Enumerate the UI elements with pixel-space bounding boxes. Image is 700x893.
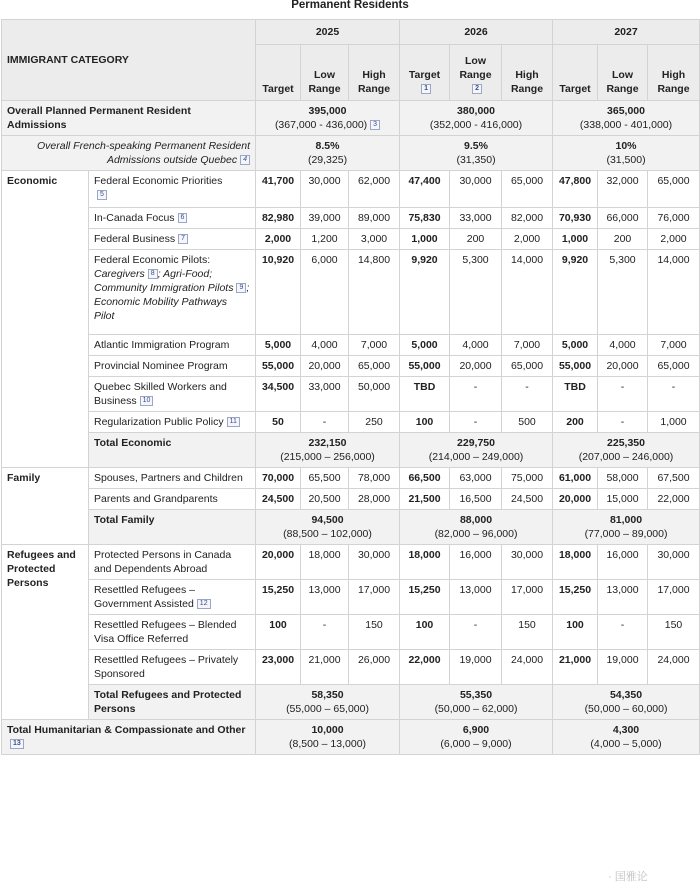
table-caption: Permanent Residents: [291, 0, 409, 11]
table-row: Quebec Skilled Workers and Business 10 34,500 33,000 50,000 TBD - - TBD - -: [2, 377, 700, 412]
footnote-link[interactable]: 4: [240, 155, 250, 165]
group-refugees: Refugees and Protected Persons: [2, 545, 89, 720]
table-row: Family Spouses, Partners and Children 70,000 65,500 78,000 66,500 63,000 75,000 61,000 58,000 67,500: [2, 468, 700, 489]
category-header: IMMIGRANT CATEGORY: [2, 20, 256, 101]
year-header-2026: 2026: [400, 20, 553, 45]
table-row: Federal Business 7 2,000 1,200 3,000 1,000 200 2,000 1,000 200 2,000: [2, 229, 700, 250]
table-row: Provincial Nominee Program 55,000 20,000 65,000 55,000 20,000 65,000 55,000 20,000 65,000: [2, 356, 700, 377]
table-row: Regularization Public Policy 11 50 - 250 100 - 500 200 - 1,000: [2, 412, 700, 433]
table-row: Economic Federal Economic Priorities 5 41,700 30,000 62,000 47,400 30,000 65,000 47,800 32,000 65,000: [2, 171, 700, 208]
footnote-link[interactable]: 2: [472, 84, 482, 94]
target-header: Target: [553, 45, 598, 101]
low-range-header: Low Range: [598, 45, 648, 101]
table-row: Federal Economic Pilots: Caregivers 8 ; Agri-Food; Community Immigration Pilots 9 ; Economic Mobility Pathways Pilot 10,920 6,000 14,800 9,920 5,300 14,000 9,920 5,300 14,000: [2, 250, 700, 335]
french-row: Overall French-speaking Permanent Resident Admissions outside Quebec 4 8.5% (29,325) 9.5% (31,350) 10% (31,500): [2, 136, 700, 171]
footnote-link[interactable]: 7: [178, 234, 188, 244]
footnote-link[interactable]: 1: [421, 84, 431, 94]
footnote-link[interactable]: 3: [370, 120, 380, 130]
footnote-link[interactable]: 10: [140, 396, 154, 406]
footnote-link[interactable]: 8: [148, 269, 158, 279]
table-row: Parents and Grandparents 24,500 20,500 28,000 21,500 16,500 24,500 20,000 15,000 22,000: [2, 489, 700, 510]
group-economic: Economic: [2, 171, 89, 468]
group-family: Family: [2, 468, 89, 545]
total-refugees-row: Total Refugees and Protected Persons 58,350 (55,000 – 65,000) 55,350 (50,000 – 62,000) 54,350 (50,000 – 60,000): [2, 685, 700, 720]
footnote-link[interactable]: 13: [10, 739, 24, 749]
table-row: In-Canada Focus 6 82,980 39,000 89,000 75,830 33,000 82,000 70,930 66,000 76,000: [2, 208, 700, 229]
immigration-levels-table: [1, 19, 700, 755]
footnote-link[interactable]: 11: [227, 417, 240, 427]
table-row: Atlantic Immigration Program 5,000 4,000 7,000 5,000 4,000 7,000 5,000 4,000 7,000: [2, 335, 700, 356]
footnote-link[interactable]: 12: [197, 599, 211, 609]
year-header-2025: 2025: [256, 20, 400, 45]
low-range-header: Low Range: [301, 45, 349, 101]
high-range-header: High Range: [648, 45, 700, 101]
overall-row: Overall Planned Permanent Resident Admissions 395,000 (367,000 - 436,000) 3 380,000 (352,000 - 416,000) 365,000 (338,000 - 401,000): [2, 101, 700, 136]
overall-label: Overall Planned Permanent Resident Admissions: [2, 101, 256, 136]
table-row: Resettled Refugees – Blended Visa Office Referred 100 - 150 100 - 150 100 - 150: [2, 615, 700, 650]
year-header-2027: 2027: [553, 20, 700, 45]
table-row: Refugees and Protected Persons Protected Persons in Canada and Dependents Abroad 20,000 18,000 30,000 18,000 16,000 30,000 18,000 16,000 30,000: [2, 545, 700, 580]
table-row: Resettled Refugees – Government Assisted 12 15,250 13,000 17,000 15,250 13,000 17,000 15,250 13,000 17,000: [2, 580, 700, 615]
watermark: · 国雅论: [608, 871, 648, 883]
table-row: Resettled Refugees – Privately Sponsored 23,000 21,000 26,000 22,000 19,000 24,000 21,000 19,000 24,000: [2, 650, 700, 685]
target-header: Target: [256, 45, 301, 101]
french-label: Overall French-speaking Permanent Resident Admissions outside Quebec 4: [2, 136, 256, 171]
footnote-link[interactable]: 5: [97, 190, 107, 200]
high-range-header: High Range: [502, 45, 553, 101]
total-family-row: Total Family 94,500 (88,500 – 102,000) 88,000 (82,000 – 96,000) 81,000 (77,000 – 89,000): [2, 510, 700, 545]
high-range-header: High Range: [349, 45, 400, 101]
total-economic-row: Total Economic 232,150 (215,000 – 256,000) 229,750 (214,000 – 249,000) 225,350 (207,000 – 246,000): [2, 433, 700, 468]
footnote-link[interactable]: 6: [178, 213, 188, 223]
target-header: Target 1: [400, 45, 450, 101]
humanitarian-row: Total Humanitarian & Compassionate and Other13 10,000 (8,500 – 13,000) 6,900 (6,000 – 9,000) 4,300 (4,000 – 5,000): [2, 720, 700, 755]
low-range-header: Low Range 2: [450, 45, 502, 101]
footnote-link[interactable]: 9: [236, 283, 246, 293]
